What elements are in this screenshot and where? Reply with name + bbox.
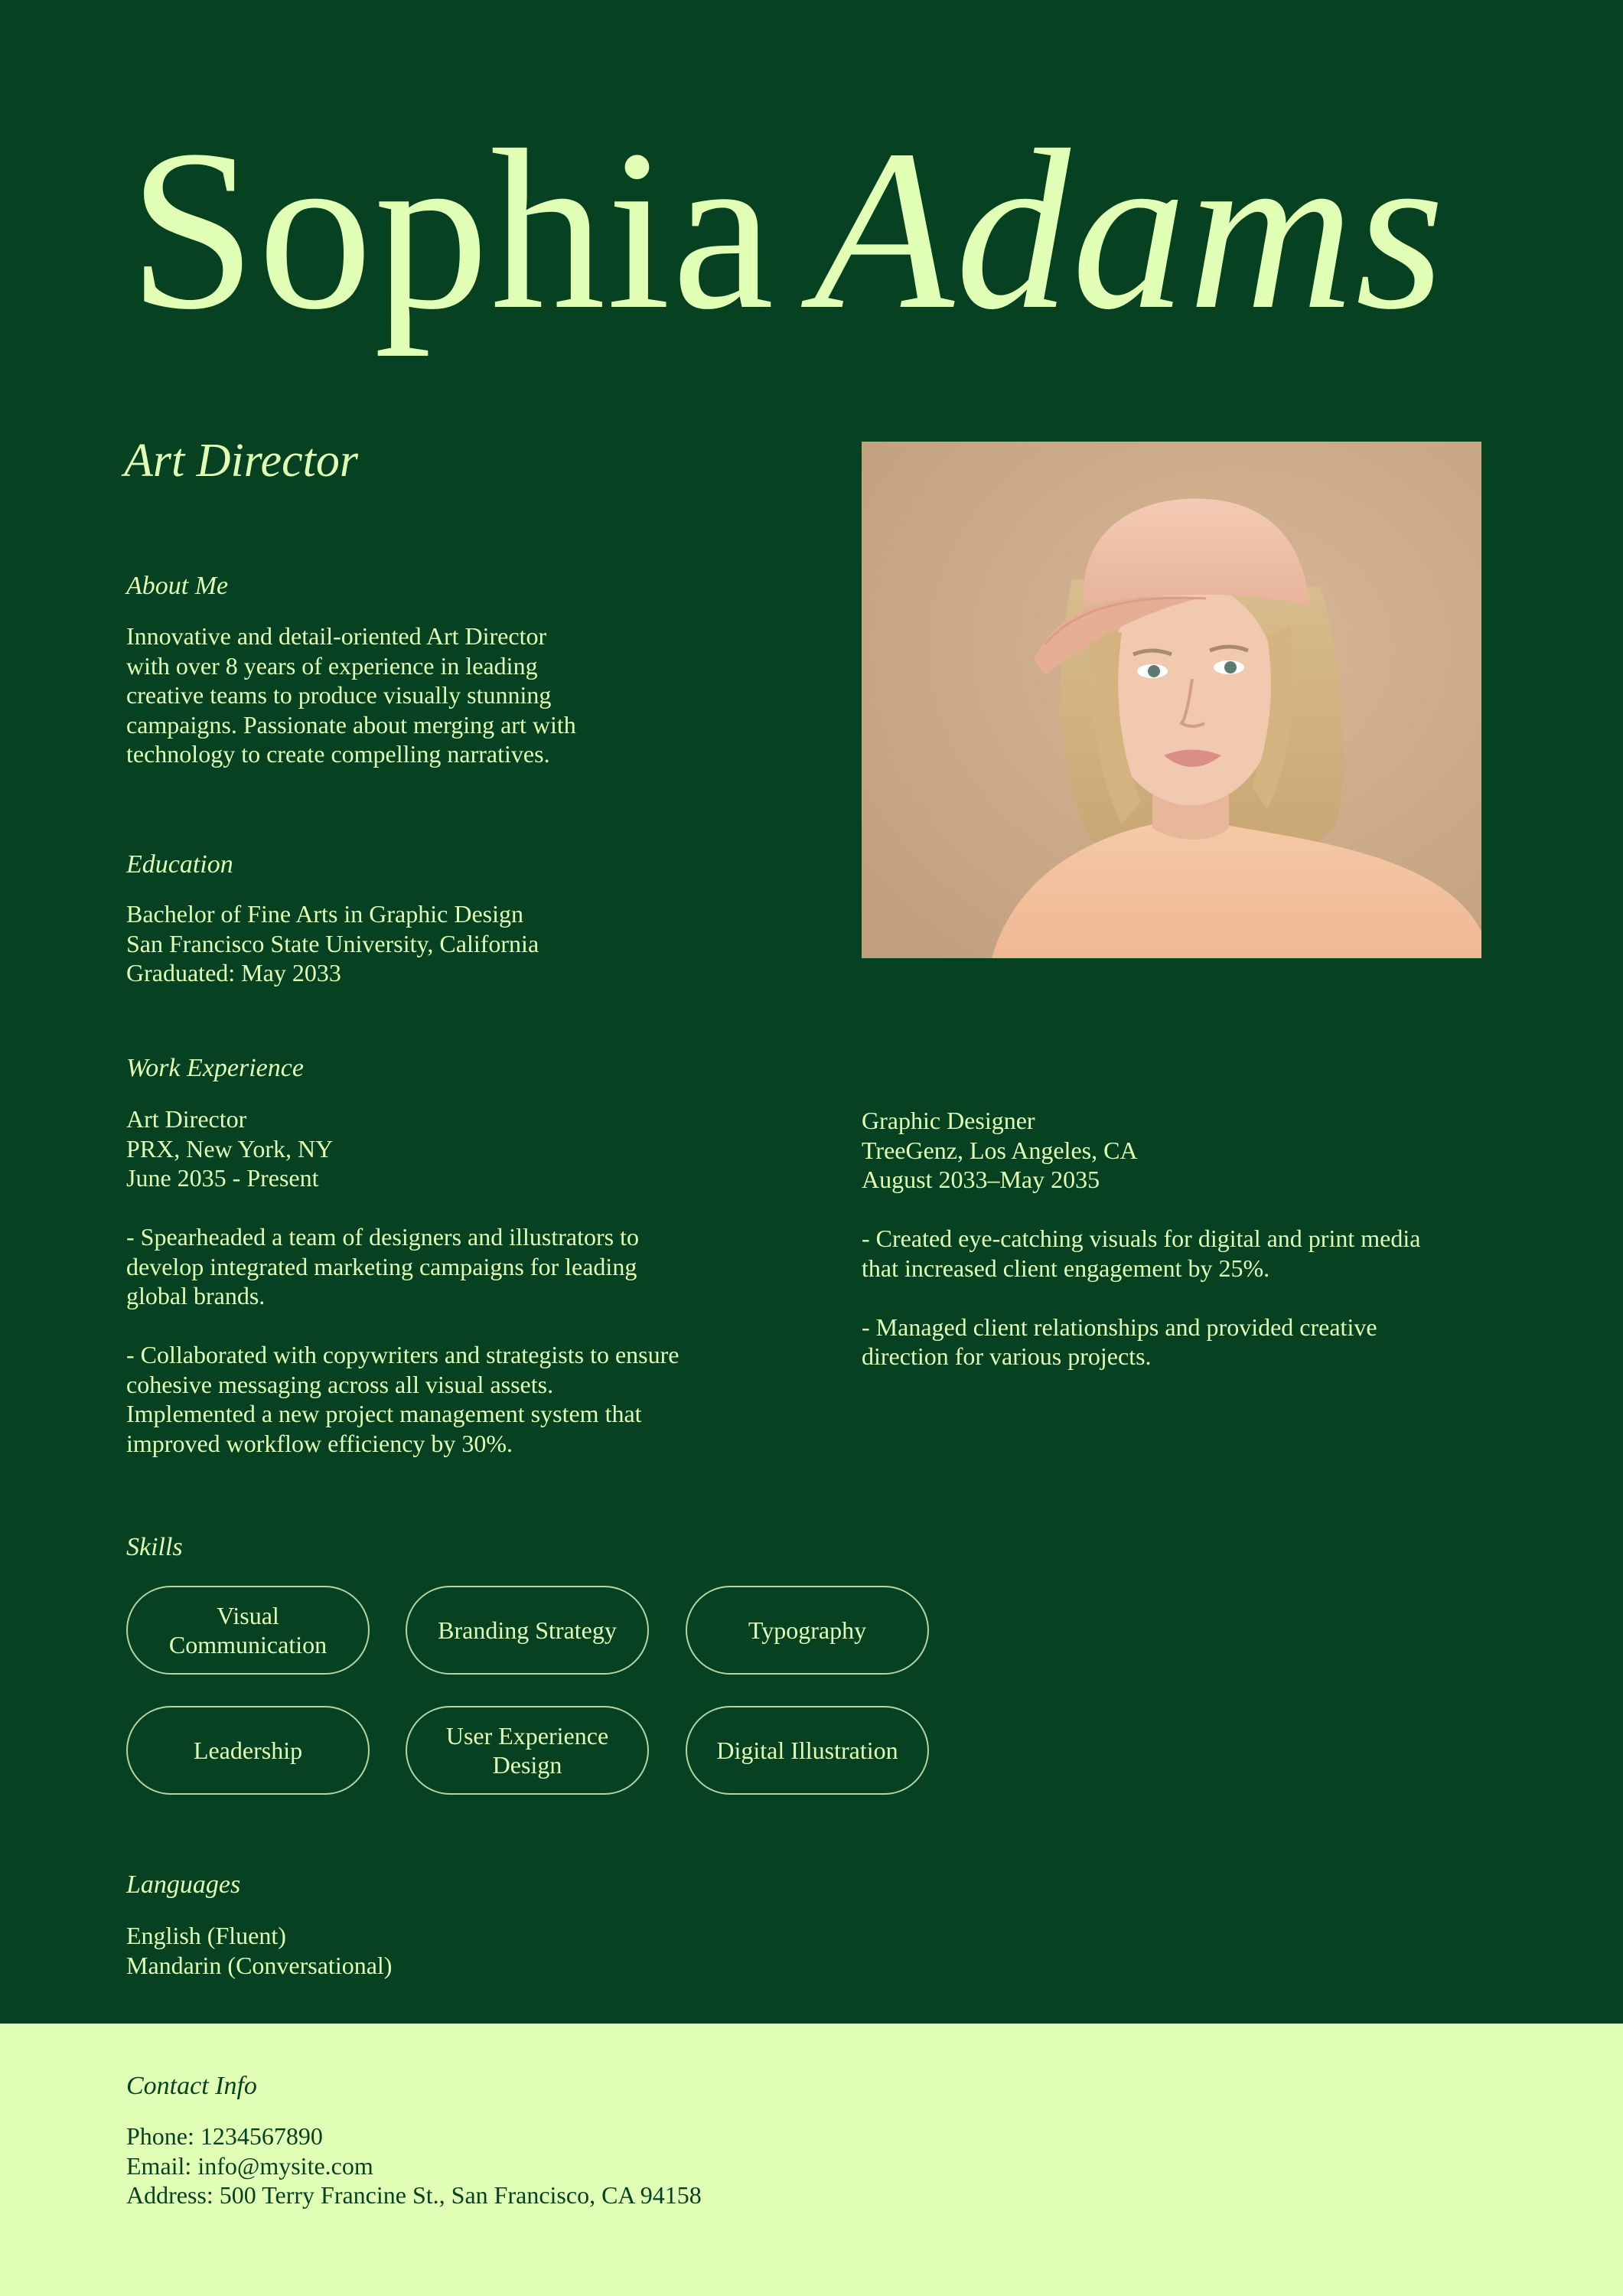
job-role: Graphic Designer xyxy=(862,1107,1035,1134)
skill-pill: Visual Communication xyxy=(126,1586,370,1675)
job-title: Art Director xyxy=(124,435,358,487)
contact-details xyxy=(126,2122,702,2210)
contact-address: Address: 500 Terry Francine St., San Francisco, CA 94158 xyxy=(126,2181,702,2209)
contact-email: Email: info@mysite.com xyxy=(126,2151,373,2180)
job-bullet-line: - Created eye-catching visuals for digital and print media xyxy=(862,1225,1421,1252)
job-bullet-line: that increased client engagement by 25%. xyxy=(862,1254,1270,1282)
job-bullet-line: cohesive messaging across all visual assets. xyxy=(126,1370,554,1398)
education-school: San Francisco State University, California xyxy=(126,929,539,957)
about-line: with over 8 years of experience in leading xyxy=(126,651,538,680)
skill-pill: User Experience Design xyxy=(406,1706,649,1795)
skill-pill: Digital Illustration xyxy=(686,1706,929,1795)
job-bullet-line: develop integrated marketing campaigns for leading xyxy=(126,1252,637,1280)
languages-list xyxy=(126,1921,392,1980)
job-company: TreeGenz, Los Angeles, CA xyxy=(862,1136,1138,1164)
job-bullet-line: - Collaborated with copywriters and strategists to ensure xyxy=(126,1341,680,1368)
skill-pill: Branding Strategy xyxy=(406,1586,649,1675)
language-item: English (Fluent) xyxy=(126,1922,286,1949)
job-bullet-line: improved workflow efficiency by 30%. xyxy=(126,1429,513,1457)
first-name: Sophia xyxy=(129,103,776,357)
job-dates: June 2035 - Present xyxy=(126,1164,319,1192)
about-line: campaigns. Passionate about merging art with xyxy=(126,710,576,739)
language-item: Mandarin (Conversational) xyxy=(126,1951,393,1979)
last-name: Adams xyxy=(813,103,1447,357)
full-name xyxy=(129,103,1537,357)
job-bullet-line: Implemented a new project management system that xyxy=(126,1400,642,1427)
contact-phone: Phone: 1234567890 xyxy=(126,2122,323,2150)
about-line: creative teams to produce visually stunning xyxy=(126,681,552,709)
profile-photo xyxy=(862,442,1481,958)
job-bullet-line: direction for various projects. xyxy=(862,1342,1152,1370)
education-heading: Education xyxy=(126,850,233,879)
job-dates: August 2033–May 2035 xyxy=(862,1166,1100,1193)
skills-heading: Skills xyxy=(126,1533,183,1561)
skill-pill: Typography xyxy=(686,1586,929,1675)
about-heading: About Me xyxy=(126,572,229,600)
job-graphic-designer xyxy=(862,1106,1420,1371)
about-line: Innovative and detail-oriented Art Director xyxy=(126,622,547,650)
job-bullet-line: global brands. xyxy=(126,1282,266,1309)
contact-heading: Contact Info xyxy=(126,2072,257,2100)
education-degree: Bachelor of Fine Arts in Graphic Design xyxy=(126,900,523,928)
job-bullet-line: - Managed client relationships and provided creative xyxy=(862,1313,1377,1341)
education-graduated: Graduated: May 2033 xyxy=(126,959,341,987)
contact-footer xyxy=(0,2024,1623,2296)
work-heading: Work Experience xyxy=(126,1054,304,1082)
job-bullet-line: - Spearheaded a team of designers and illustrators to xyxy=(126,1223,639,1251)
skill-pill: Leadership xyxy=(126,1706,370,1795)
job-art-director xyxy=(126,1104,679,1458)
job-company: PRX, New York, NY xyxy=(126,1134,334,1163)
languages-heading: Languages xyxy=(126,1870,241,1899)
about-line: technology to create compelling narratives. xyxy=(126,740,550,768)
education-details xyxy=(126,899,539,988)
job-role: Art Director xyxy=(126,1105,247,1133)
portrait-image xyxy=(862,442,1481,958)
about-text xyxy=(126,621,576,769)
